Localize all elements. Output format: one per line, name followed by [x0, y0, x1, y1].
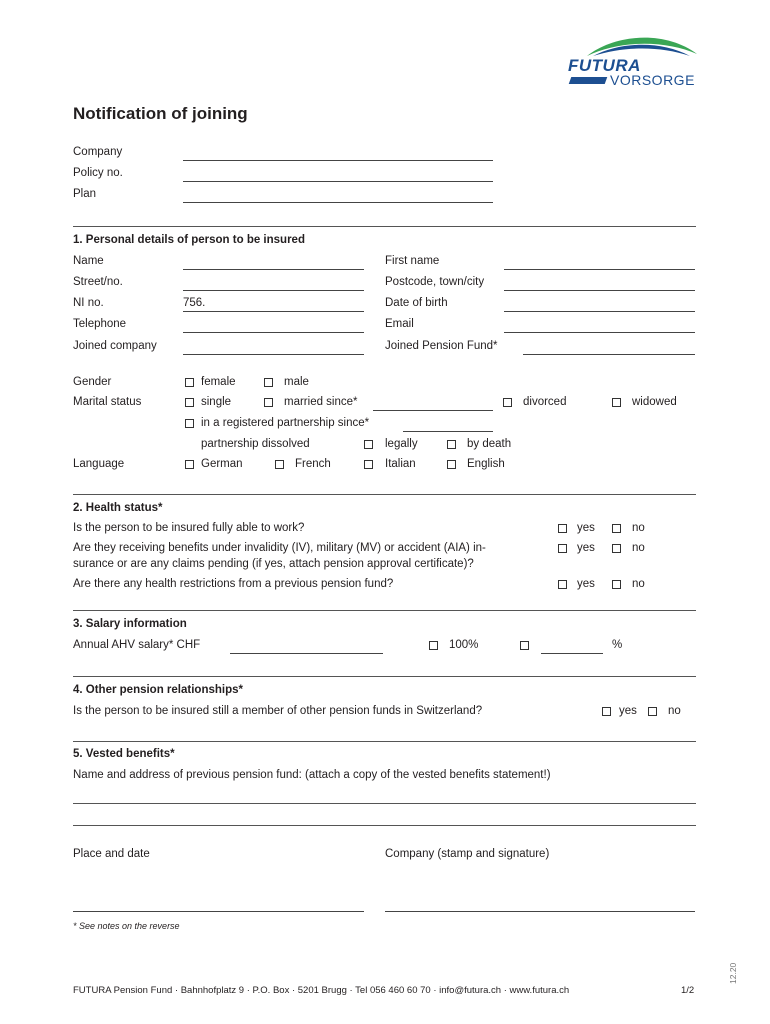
divider: [73, 226, 696, 227]
name-field[interactable]: [183, 269, 364, 270]
language-label: Language: [73, 458, 125, 470]
married-label: married since*: [284, 396, 358, 408]
s4-yes-checkbox[interactable]: [602, 707, 611, 716]
italian-checkbox[interactable]: [364, 460, 373, 469]
female-checkbox[interactable]: [185, 378, 194, 387]
s4-no-label: no: [668, 705, 681, 717]
telephone-field[interactable]: [183, 332, 364, 333]
divider: [73, 494, 696, 495]
q2-yes-checkbox[interactable]: [558, 544, 567, 553]
married-checkbox[interactable]: [264, 398, 273, 407]
postcode-label: Postcode, town/city: [385, 276, 485, 288]
section-1-heading: 1. Personal details of person to be insured: [73, 234, 305, 246]
s4-no-checkbox[interactable]: [648, 707, 657, 716]
policy-field[interactable]: [183, 181, 493, 182]
email-field[interactable]: [504, 332, 695, 333]
widowed-label: widowed: [632, 396, 677, 408]
futura-logo-swoosh: [585, 34, 700, 58]
health-q2-line1: Are they receiving benefits under invalidity (IV), military (MV) or accident (AIA) in-: [73, 542, 486, 554]
section-4-heading: 4. Other pension relationships*: [73, 684, 243, 696]
percent-sign: %: [612, 639, 623, 651]
ni-field[interactable]: [183, 311, 364, 312]
q1-yes-checkbox[interactable]: [558, 524, 567, 533]
legally-label: legally: [385, 438, 418, 450]
street-field[interactable]: [183, 290, 364, 291]
by-death-label: by death: [467, 438, 512, 450]
french-checkbox[interactable]: [275, 460, 284, 469]
logo-bar: [569, 77, 608, 84]
footer-address: FUTURA Pension Fund · Bahnhofplatz 9 · P.O. Box · 5201 Brugg · Tel 056 460 60 70 · info@futura.ch · www.futura.ch: [73, 985, 570, 996]
name-label: Name: [73, 255, 104, 267]
company-label: Company: [73, 146, 123, 158]
joined-fund-field[interactable]: [523, 354, 695, 355]
plan-field[interactable]: [183, 202, 493, 203]
section-5-heading: 5. Vested benefits*: [73, 748, 175, 760]
salary-field[interactable]: [230, 653, 383, 654]
q3-yes-checkbox[interactable]: [558, 580, 567, 589]
dob-field[interactable]: [504, 311, 695, 312]
page-title: Notification of joining: [73, 104, 248, 123]
ni-label: NI no.: [73, 297, 104, 309]
company-signature-field[interactable]: [385, 911, 695, 912]
footnote: * See notes on the reverse: [73, 921, 180, 931]
company-field[interactable]: [183, 160, 493, 161]
version-code: 12.20: [728, 962, 738, 984]
logo-text-futura: FUTURA: [568, 56, 641, 75]
vested-benefits-question: Name and address of previous pension fund: (attach a copy of the vested benefits statement!): [73, 769, 551, 781]
q3-no-checkbox[interactable]: [612, 580, 621, 589]
italian-label: Italian: [385, 458, 416, 470]
gender-label: Gender: [73, 376, 112, 388]
q3-no-label: no: [632, 578, 645, 590]
partnership-checkbox[interactable]: [185, 419, 194, 428]
salary-label: Annual AHV salary* CHF: [73, 639, 201, 651]
marital-label: Marital status: [73, 396, 142, 408]
single-checkbox[interactable]: [185, 398, 194, 407]
ni-field-value[interactable]: 756.: [183, 297, 206, 309]
q2-yes-label: yes: [577, 542, 595, 554]
joined-fund-label: Joined Pension Fund*: [385, 340, 498, 352]
custom-percent-checkbox[interactable]: [520, 641, 529, 650]
legally-checkbox[interactable]: [364, 440, 373, 449]
custom-percent-field[interactable]: [541, 653, 603, 654]
place-date-field[interactable]: [73, 911, 364, 912]
place-date-label: Place and date: [73, 848, 150, 860]
plan-label: Plan: [73, 188, 97, 200]
hundred-percent-label: 100%: [449, 639, 479, 651]
joined-company-label: Joined company: [73, 340, 157, 352]
previous-fund-line-1[interactable]: [73, 803, 696, 804]
q1-no-label: no: [632, 522, 645, 534]
page-number: 1/2: [681, 985, 695, 996]
street-label: Street/no.: [73, 276, 123, 288]
joined-company-field[interactable]: [183, 354, 364, 355]
health-q1: Is the person to be insured fully able to work?: [73, 522, 305, 534]
female-label: female: [201, 376, 236, 388]
first-name-label: First name: [385, 255, 440, 267]
other-funds-question: Is the person to be insured still a member of other pension funds in Switzerland?: [73, 705, 483, 717]
divider: [73, 610, 696, 611]
telephone-label: Telephone: [73, 318, 127, 330]
previous-fund-line-2[interactable]: [73, 825, 696, 826]
partnership-label: in a registered partnership since*: [201, 417, 370, 429]
first-name-field[interactable]: [504, 269, 695, 270]
french-label: French: [295, 458, 331, 470]
english-checkbox[interactable]: [447, 460, 456, 469]
partnership-since-field[interactable]: [403, 431, 493, 432]
german-label: German: [201, 458, 243, 470]
german-checkbox[interactable]: [185, 460, 194, 469]
q1-no-checkbox[interactable]: [612, 524, 621, 533]
company-signature-label: Company (stamp and signature): [385, 848, 550, 860]
dissolved-label: partnership dissolved: [201, 438, 310, 450]
health-q3: Are there any health restrictions from a previous pension fund?: [73, 578, 394, 590]
english-label: English: [467, 458, 505, 470]
q2-no-checkbox[interactable]: [612, 544, 621, 553]
divorced-checkbox[interactable]: [503, 398, 512, 407]
q1-yes-label: yes: [577, 522, 595, 534]
widowed-checkbox[interactable]: [612, 398, 621, 407]
divider: [73, 741, 696, 742]
email-label: Email: [385, 318, 414, 330]
q2-no-label: no: [632, 542, 645, 554]
logo-text-vorsorge: VORSORGE: [610, 72, 695, 88]
by-death-checkbox[interactable]: [447, 440, 456, 449]
divider: [73, 676, 696, 677]
dob-label: Date of birth: [385, 297, 448, 309]
section-2-heading: 2. Health status*: [73, 502, 163, 514]
q3-yes-label: yes: [577, 578, 595, 590]
policy-label: Policy no.: [73, 167, 123, 179]
divorced-label: divorced: [523, 396, 567, 408]
section-3-heading: 3. Salary information: [73, 618, 187, 630]
hundred-percent-checkbox[interactable]: [429, 641, 438, 650]
male-label: male: [284, 376, 309, 388]
postcode-field[interactable]: [504, 290, 695, 291]
married-since-field[interactable]: [373, 410, 493, 411]
single-label: single: [201, 396, 232, 408]
health-q2-line2: surance or are any claims pending (if yes, attach pension approval certificate)?: [73, 558, 474, 570]
male-checkbox[interactable]: [264, 378, 273, 387]
s4-yes-label: yes: [619, 705, 637, 717]
